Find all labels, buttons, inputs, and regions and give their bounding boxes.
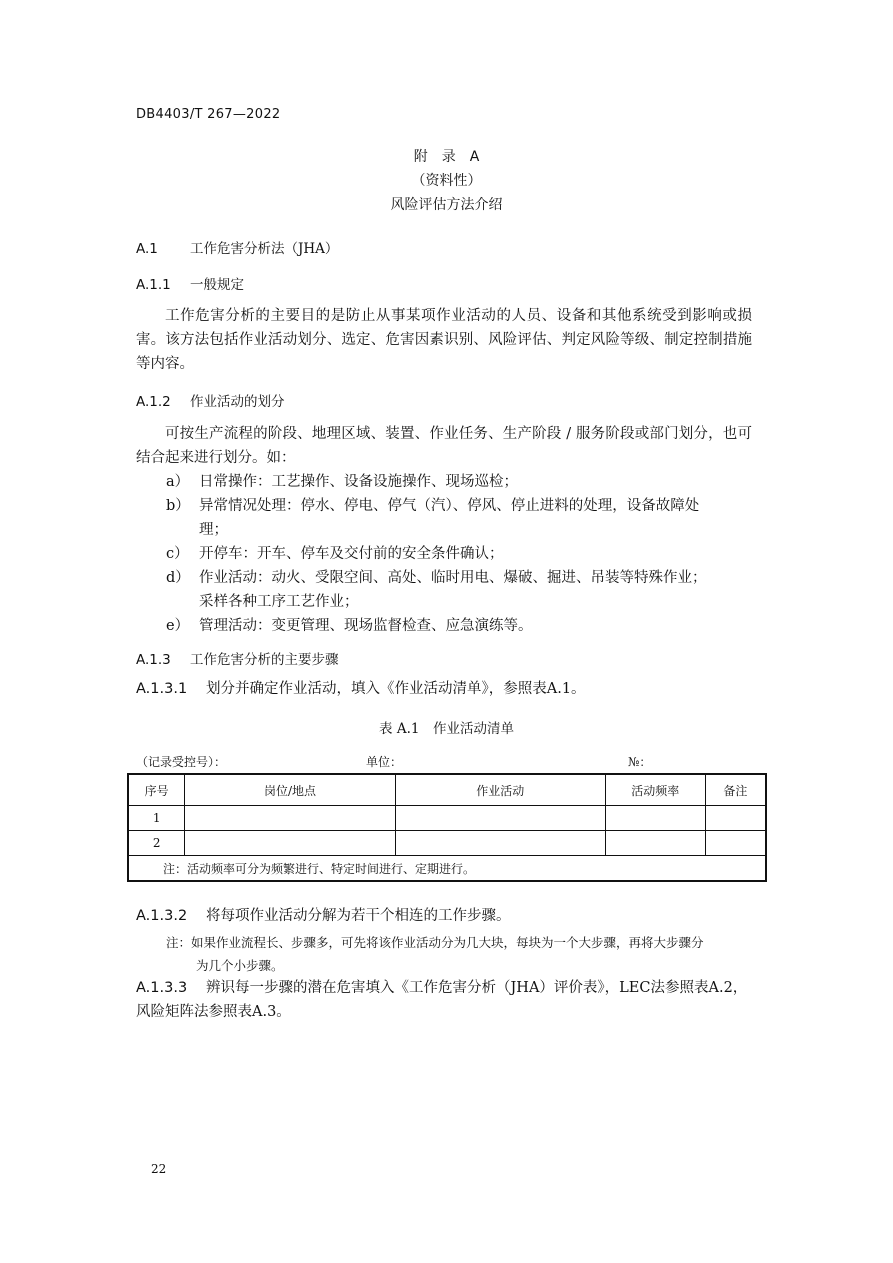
column-header: 序号 [128,774,185,806]
table-cell: 2 [128,831,185,856]
column-header: 备注 [705,774,766,806]
list-item-b [166,494,699,518]
step-note-continuation: 为几个小步骤。 [196,958,284,973]
table-header-row [128,774,766,806]
step-note [166,933,704,951]
table-cell [185,831,395,856]
list-item-b-continuation: 理； [199,522,228,538]
step-text: 将每项作业活动分解为若干个相连的工作步骤。 [206,908,511,924]
section-heading-a1 [136,237,338,257]
table-note-row [128,856,766,882]
table-row [128,831,766,856]
list-item-d-continuation: 采样各种工序工艺作业； [199,594,359,610]
activity-list-table [127,773,767,882]
table-row [128,806,766,831]
table-cell [605,831,705,856]
list-marker: b） [166,498,190,514]
section-title: 一般规定 [190,277,244,293]
step-text: 辨识每一步骤的潜在危害填入《工作危害分析（JHA）评价表》，LEC法参照表A.2， [206,980,748,996]
section-number: A.1.3 [136,652,171,668]
step-a132 [136,904,511,928]
list-marker: a） [166,474,190,490]
step-number: A.1.3.3 [136,980,188,996]
section-heading-a11 [136,273,244,293]
column-header: 作业活动 [395,774,605,806]
section-title: 工作危害分析的主要步骤 [190,652,339,668]
column-header: 活动频率 [605,774,705,806]
table-cell [395,831,605,856]
section-number: A.1 [136,241,158,257]
list-marker: e） [166,618,190,634]
note-text: 如果作业流程长、步骤多，可先将该作业活动分为几大块，每块为一个大步骤，再将大步骤分 [191,935,704,950]
table-cell [705,806,766,831]
page-number: 22 [151,1162,167,1176]
appendix-label: 附 录 A [413,149,480,165]
table-cell: 1 [128,806,185,831]
appendix-title: 风险评估方法介绍 [390,197,503,213]
section-heading-a12 [136,390,285,410]
note-label: 注： [166,935,192,950]
list-marker: c） [166,546,189,562]
paragraph-a11: 工作危害分析的主要目的是防止从事某项作业活动的人员、设备和其他系统受到影响或损害。该方法包括作业活动划分、选定、危害因素识别、风险评估、判定风险等级、制定控制措施等内容。 [136,308,752,372]
section-heading-a13 [136,648,339,668]
step-a131 [136,677,586,701]
table-cell [705,831,766,856]
table-caption: 表 A.1 作业活动清单 [379,721,514,737]
section-number: A.1.1 [136,277,171,293]
step-a133 [136,976,747,1000]
section-number: A.1.2 [136,394,171,410]
step-text: 划分并确定作业活动，填入《作业活动清单》，参照表A.1。 [206,681,586,697]
step-number: A.1.3.1 [136,681,188,697]
list-marker: d） [166,570,190,586]
table-cell [605,806,705,831]
table-meta-unit: 单位： [366,755,403,769]
list-text: 日常操作：工艺操作、设备设施操作、现场巡检； [199,474,518,490]
document-code: DB4403/T 267—2022 [136,107,281,122]
table-cell [185,806,395,831]
list-item-d [166,566,707,590]
list-item-a [166,470,518,494]
step-a133-continuation: 风险矩阵法参照表A.3。 [136,1004,291,1020]
list-item-e [166,614,533,638]
table-meta-record: （记录受控号）： [136,755,227,769]
list-text: 管理活动：变更管理、现场监督检查、应急演练等。 [199,618,533,634]
section-title: 工作危害分析法（JHA） [190,241,339,257]
table-cell [395,806,605,831]
section-title: 作业活动的划分 [190,394,285,410]
list-text: 作业活动：动火、受限空间、高处、临时用电、爆破、掘进、吊装等特殊作业； [199,570,707,586]
column-header: 岗位/地点 [185,774,395,806]
table-note [128,856,766,882]
table-note-text: 活动频率可分为频繁进行、特定时间进行、定期进行。 [187,861,476,876]
list-text: 异常情况处理：停水、停电、停气（汽）、停风、停止进料的处理，设备故障处 [199,498,700,514]
appendix-nature: （资料性） [411,173,482,189]
table-meta-no: №： [628,755,652,769]
list-item-c [166,542,504,566]
list-text: 开停车：开车、停车及交付前的安全条件确认； [199,546,504,562]
step-number: A.1.3.2 [136,908,188,924]
paragraph-a12: 可按生产流程的阶段、地理区域、装置、作业任务、生产阶段 / 服务阶段或部门划分，也可结合起来进行划分。如： [136,426,752,466]
table-note-label: 注： [163,861,188,876]
